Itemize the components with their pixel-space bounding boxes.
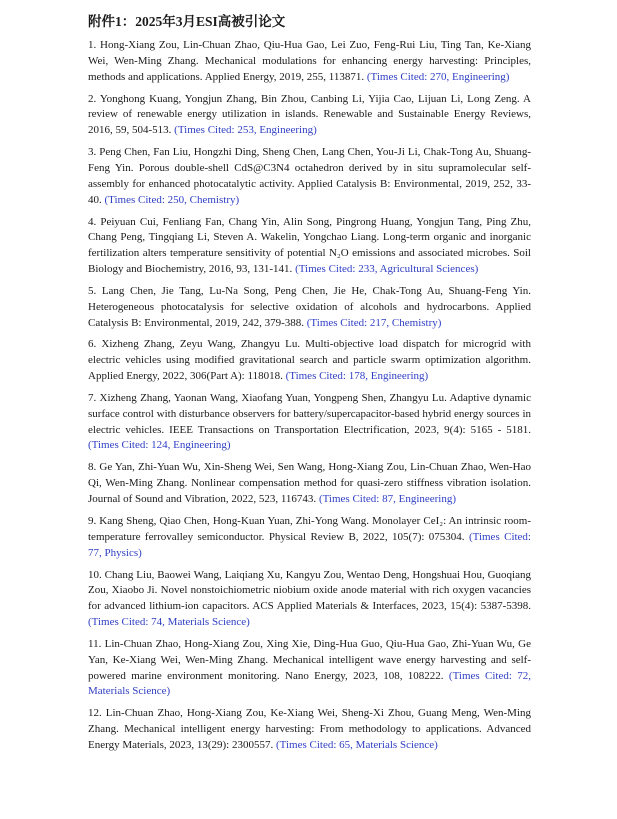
- reference-text: 4. Peiyuan Cui, Fenliang Fan, Chang Yin, Alin Song, Pingrong Huang, Yongjun Tang, Ping Zhu, Chang Peng, Tingqiang Li, Steven A. Wakelin, Yongchao Liang. Long-term organic and inorganic fertilization alters temperature sensitivity of potential N₂O emissions and associated microbes. Soil Biology and Biochemistry, 2016, 93, 131-141.: [88, 215, 531, 275]
- reference-text: 1. Hong-Xiang Zou, Lin-Chuan Zhao, Qiu-Hua Gao, Lei Zuo, Feng-Rui Liu, Ting Tan, Ke-Xiang Wei, Wen-Ming Zhang. Mechanical modulations for enhancing energy harvesting: Principles, methods and applications. Applied Energy, 2019, 255, 113871.: [88, 39, 531, 83]
- reference-item: [88, 215, 531, 278]
- times-cited: (Times Cited: 65, Materials Science): [276, 738, 438, 751]
- reference-text: 5. Lang Chen, Jie Tang, Lu-Na Song, Peng Chen, Jie He, Chak-Tong Au, Shuang-Feng Yin. Heterogeneous photocatalysis for selective oxidation of alcohols and hydrocarbons. Applied Catalysis B: Environmental, 2019, 242, 379-388.: [88, 284, 531, 329]
- reference-text: 3. Peng Chen, Fan Liu, Hongzhi Ding, Sheng Chen, Lang Chen, You-Ji Li, Chak-Tong Au, Shuang-Feng Yin. Porous double-shell CdS@C3N4 octahedron derived by in situ supramolecular self-assembly for enhanced photocatalytic activity. Applied Catalysis B: Environmental, 2019, 252, 33-40.: [88, 146, 531, 206]
- times-cited: (Times Cited: 74, Materials Science): [88, 615, 250, 628]
- reference-text: 11. Lin-Chuan Zhao, Hong-Xiang Zou, Xing Xie, Ding-Hua Guo, Qiu-Hua Gao, Zhi-Yuan Wu, Ge Yan, Ke-Xiang Wei, Wen-Ming Zhang. Mechanical intelligent wave energy harvesting and self-powered marine environment monitoring. Nano Energy, 2023, 108, 108222.: [88, 637, 531, 682]
- reference-text: 10. Chang Liu, Baowei Wang, Laiqiang Xu, Kangyu Zou, Wentao Deng, Hongshuai Hou, Guoqiang Zou, Xiaobo Ji. Novel nonstoichiometric niobium oxide anode material with rich oxygen vacancies for advanced lithium-ion capacitors. ACS Applied Materials & Interfaces, 2023, 15(4): 5387-5398.: [88, 568, 531, 613]
- reference-text: 2. Yonghong Kuang, Yongjun Zhang, Bin Zhou, Canbing Li, Yijia Cao, Lijuan Li, Long Zeng. A review of renewable energy utilization in islands. Renewable and Sustainable Energy Reviews, 2016, 59, 504-513.: [88, 92, 531, 137]
- reference-text: 12. Lin-Chuan Zhao, Hong-Xiang Zou, Ke-Xiang Wei, Sheng-Xi Zhou, Guang Meng, Wen-Ming Zhang. Mechanical intelligent energy harvesting: From methodology to applications. Advanced Energy Materials, 2023, 13(29): 2300557.: [88, 707, 531, 751]
- reference-text: 9. Kang Sheng, Qiao Chen, Hong-Kuan Yuan, Zhi-Yong Wang. Monolayer CeI₂: An intrinsic room-temperature ferrovalley semiconductor. Physical Review B, 2022, 105(7): 075304.: [88, 515, 531, 543]
- reference-item: [88, 145, 531, 208]
- reference-item: [88, 284, 531, 331]
- times-cited: (Times Cited: 250, Chemistry): [104, 193, 240, 206]
- reference-item: [88, 460, 531, 507]
- reference-item: [88, 568, 531, 631]
- times-cited: (Times Cited: 217, Chemistry): [306, 316, 442, 329]
- reference-item: [88, 391, 531, 454]
- document-title: 附件1：2025年3月ESI高被引论文: [88, 14, 286, 29]
- times-cited: (Times Cited: 77, Physics): [88, 530, 531, 559]
- reference-text: 7. Xizheng Zhang, Yaonan Wang, Xiaofang Yuan, Yongpeng Shen, Zhangyu Lu. Adaptive dynamic surface control with disturbance observers for battery/supercapacitor-based hybrid energy sources in electric vehicles. IEEE Transactions on Transportation Electrification, 2023, 9(4): 5165 - 5181.: [88, 392, 531, 436]
- reference-item: [88, 706, 531, 753]
- times-cited: (Times Cited: 270, Engineering): [366, 70, 510, 83]
- reference-item: [88, 514, 531, 561]
- reference-item: [88, 637, 531, 700]
- reference-list: [88, 38, 531, 754]
- reference-item: [88, 337, 531, 384]
- reference-text: 8. Ge Yan, Zhi-Yuan Wu, Xin-Sheng Wei, Sen Wang, Hong-Xiang Zou, Lin-Chuan Zhao, Wen-Hao Qi, Wen-Ming Zhang. Nonlinear compensation method for quasi-zero stiffness vibration isolation. Journal of Sound and Vibration, 2022, 523, 116743.: [88, 461, 531, 506]
- times-cited: (Times Cited: 72, Materials Science): [88, 669, 531, 698]
- times-cited: (Times Cited: 253, Engineering): [174, 124, 317, 137]
- reference-item: [88, 38, 531, 85]
- reference-item: [88, 92, 531, 139]
- times-cited: (Times Cited: 178, Engineering): [285, 370, 429, 383]
- times-cited: (Times Cited: 124, Engineering): [88, 439, 231, 452]
- reference-text: 6. Xizheng Zhang, Zeyu Wang, Zhangyu Lu. Multi-objective load dispatch for microgrid with electric vehicles using modified gravitational search and particle swarm optimization algorithm. Applied Energy, 2022, 306(Part A): 118018.: [88, 338, 531, 383]
- times-cited: (Times Cited: 87, Engineering): [318, 493, 457, 506]
- times-cited: (Times Cited: 233, Agricultural Sciences): [295, 262, 479, 275]
